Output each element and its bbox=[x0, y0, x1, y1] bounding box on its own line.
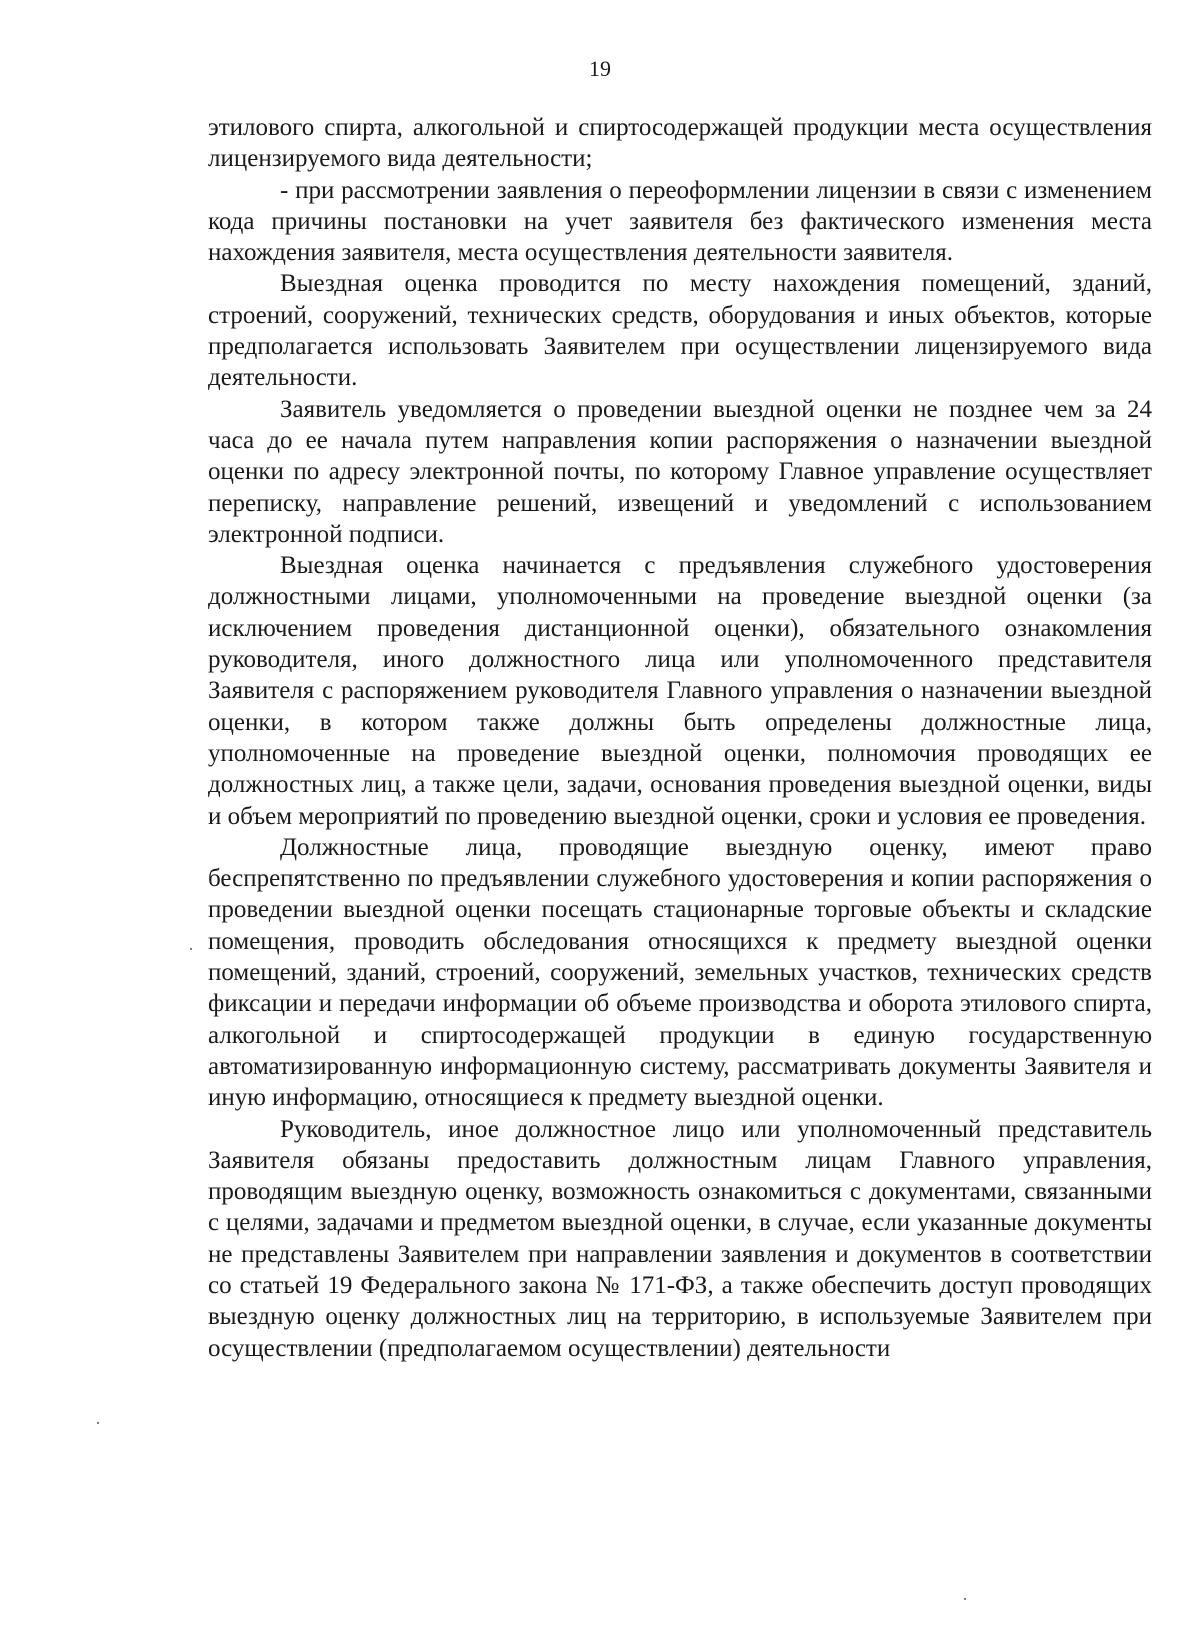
document-body bbox=[208, 112, 1152, 1364]
paragraph: этилового спирта, алкогольной и спиртосодержащей продукции места осуществления лицензируемого вида деятельности; bbox=[208, 114, 1152, 173]
paragraph: Выездная оценка проводится по месту нахождения помещений, зданий, строений, сооружений, технических средств, оборудования и иных объектов, которые предполагается использовать Заявителем при осуществлении лицензируемого вида деятельности. bbox=[208, 270, 1152, 392]
scan-speck bbox=[97, 1422, 99, 1424]
paragraph: Заявитель уведомляется о проведении выездной оценки не позднее чем за 24 часа до ее начала путем направления копии распоряжения о назначении выездной оценки по адресу электронной почты, по которому Главное управление осуществляет переписку, направление решений, извещений и уведомлений с использованием электронной подписи. bbox=[208, 395, 1152, 548]
paragraph: Должностные лица, проводящие выездную оценку, имеют право беспрепятственно по предъявлении служебного удостоверения и копии распоряжения о проведении выездной оценки посещать стационарные торговые объекты и складские помещения, проводить обследования относящихся к предмету выездной оценки помещений, зданий, строений, сооружений, земельных участков, технических средств фиксации и передачи информации об объеме производства и оборота этилового спирта, алкогольной и спиртосодержащей продукции в единую государственную автоматизированную информационную систему, рассматривать документы Заявителя и иную информацию, относящиеся к предмету выездной оценки. bbox=[208, 833, 1152, 1112]
paragraph: Руководитель, иное должностное лицо или уполномоченный представитель Заявителя обязаны предоставить должностным лицам Главного управления, проводящим выездную оценку, возможность ознакомиться с документами, связанными с целями, задачами и предметом выездной оценки, в случае, если указанные документы не представлены Заявителем при направлении заявления и документов в соответствии со статьей 19 Федерального закона № 171-ФЗ, а также обеспечить доступ проводящих выездную оценку должностных лиц на территорию, в используемые Заявителем при осуществлении (предполагаемом осуществлении) деятельности bbox=[208, 1115, 1152, 1362]
paragraph: Выездная оценка начинается с предъявления служебного удостоверения должностными лицами, уполномоченными на проведение выездной оценки (за исключением проведения дистанционной оценки), обязательного ознакомления руководителя, иного должностного лица или уполномоченного представителя Заявителя с распоряжением руководителя Главного управления о назначении выездной оценки, в котором также должны быть определены должностные лица, уполномоченные на проведение выездной оценки, полномочия проводящих ее должностных лиц, а также цели, задачи, основания проведения выездной оценки, виды и объем мероприятий по проведению выездной оценки, сроки и условия ее проведения. bbox=[208, 552, 1152, 830]
paragraph: - при рассмотрении заявления о переоформлении лицензии в связи с изменением кода причины постановки на учет заявителя без фактического изменения места нахождения заявителя, места осуществления деятельности заявителя. bbox=[208, 176, 1152, 267]
scan-speck bbox=[964, 1598, 966, 1600]
page-number: 19 bbox=[589, 56, 611, 81]
scan-speck bbox=[190, 948, 192, 950]
